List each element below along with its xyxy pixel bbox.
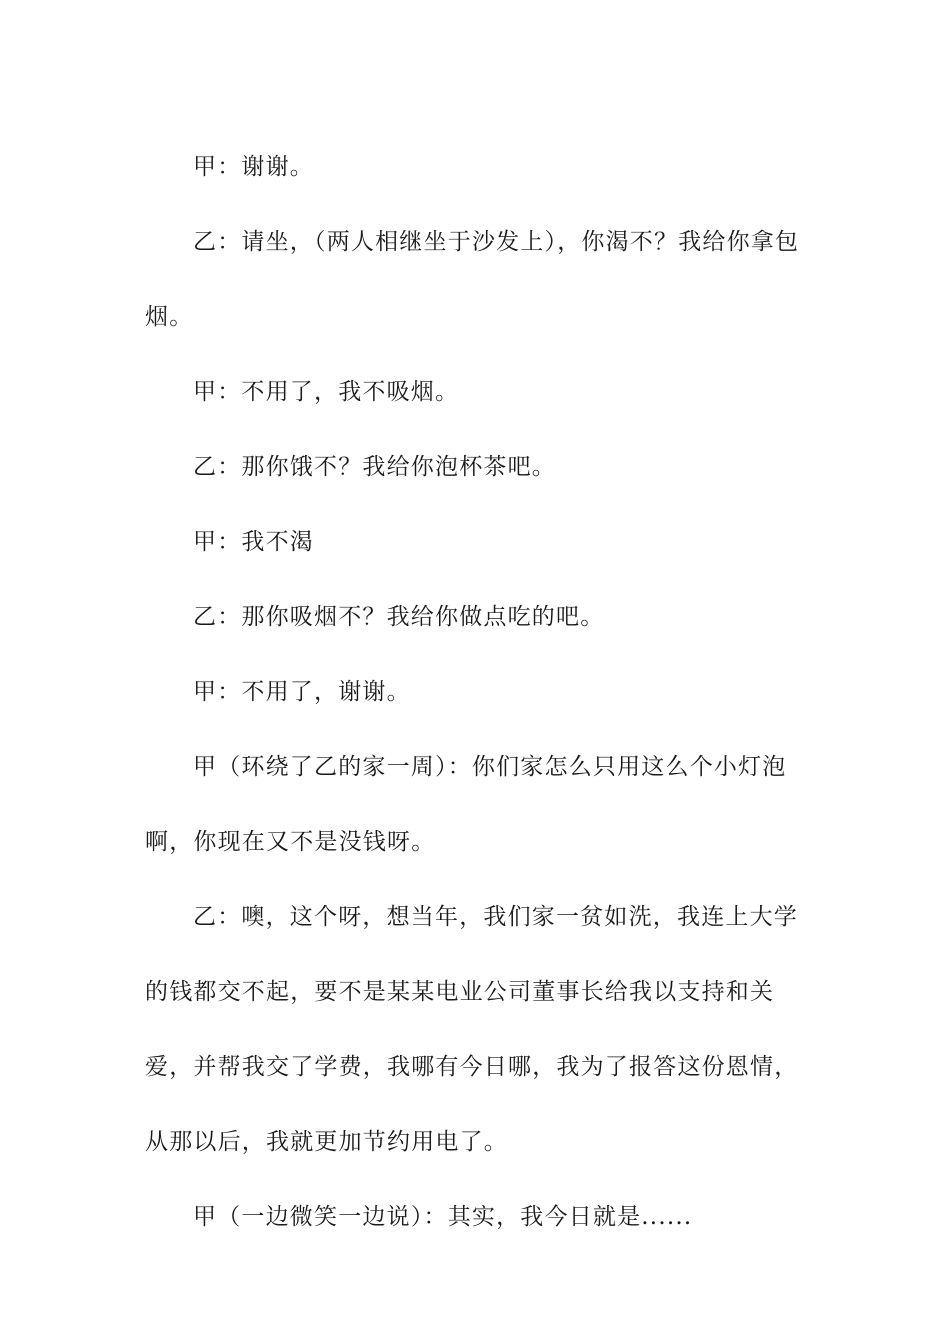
paragraph-1: 甲：谢谢。 bbox=[193, 154, 314, 180]
paragraph-2: 乙：请坐，（两人相继坐于沙发上），你渴不？我给你拿包烟。 bbox=[145, 229, 800, 330]
paragraph-9: 乙：噢，这个呀，想当年，我们家一贫如洗，我连上大学的钱都交不起，要不是某某电业公司董事长给我以支持和关爱，并帮我交了学费，我哪有今日哪，我为了报答这份恩情，从那以后，我就更加节约用电了。 bbox=[145, 904, 799, 1155]
paragraph-3: 甲：不用了，我不吸烟。 bbox=[193, 379, 460, 405]
paragraph-7: 甲：不用了，谢谢。 bbox=[193, 679, 411, 705]
paragraph-4: 乙：那你饿不？我给你泡杯茶吧。 bbox=[193, 454, 556, 480]
dialogue-text bbox=[145, 130, 810, 1255]
paragraph-8: 甲（环绕了乙的家一周）：你们家怎么只用这么个小灯泡啊，你现在又不是没钱呀。 bbox=[145, 754, 787, 855]
paragraph-5: 甲：我不渴 bbox=[193, 529, 314, 555]
paragraph-10: 甲（一边微笑一边说）：其实，我今日就是...... bbox=[193, 1204, 693, 1230]
paragraph-6: 乙：那你吸烟不？我给你做点吃的吧。 bbox=[193, 604, 605, 630]
